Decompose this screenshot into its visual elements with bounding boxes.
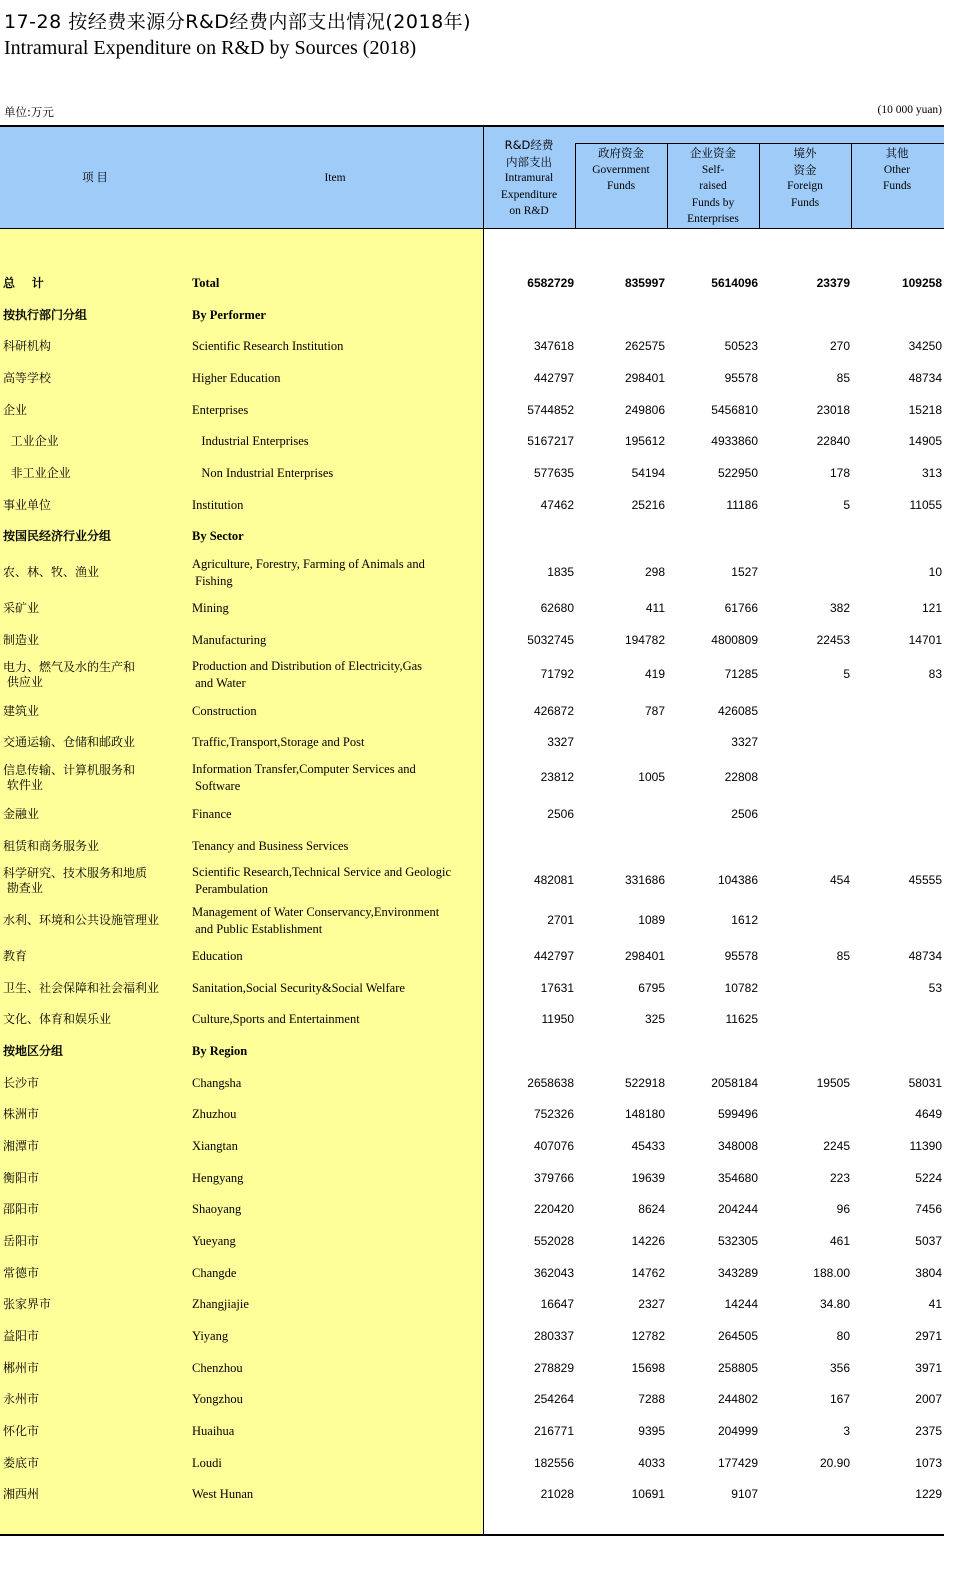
value-cell: 835997 xyxy=(624,276,665,290)
row-label-chinese: 文化、体育和娱乐业 xyxy=(3,1012,112,1026)
value-cell: 482081 xyxy=(533,873,574,887)
value-cell: 4649 xyxy=(915,1107,942,1121)
value-cell: 23812 xyxy=(540,770,574,784)
value-cell: 80 xyxy=(836,1329,850,1343)
value-cell: 752326 xyxy=(533,1107,574,1121)
value-cell: 178 xyxy=(829,466,850,480)
value-cell: 11950 xyxy=(541,1012,574,1026)
row-label-chinese: 交通运输、仓储和邮政业 xyxy=(3,735,136,749)
value-cell: 522918 xyxy=(624,1076,665,1090)
value-cell: 61766 xyxy=(724,601,758,615)
value-cell: 95578 xyxy=(724,949,758,963)
row-label-english: By Sector xyxy=(192,529,244,543)
row-label-english: Scientific Research,Technical Service and Geologic Perambulation xyxy=(192,865,452,896)
row-label-chinese: 工业企业 xyxy=(3,434,59,448)
value-cell: 58031 xyxy=(908,1076,942,1090)
value-cell: 204999 xyxy=(717,1424,758,1438)
column-divider xyxy=(667,143,668,229)
value-cell: 8624 xyxy=(638,1202,665,1216)
header-line: on R&D xyxy=(509,205,549,217)
value-cell: 244802 xyxy=(717,1392,758,1406)
value-cell: 7456 xyxy=(915,1202,942,1216)
value-cell: 23379 xyxy=(816,276,850,290)
row-label-english: Finance xyxy=(192,807,232,821)
row-label-chinese: 制造业 xyxy=(3,633,40,647)
value-cell: 5 xyxy=(843,667,850,681)
value-cell: 7288 xyxy=(638,1392,665,1406)
row-label-english: Zhangjiajie xyxy=(192,1297,249,1311)
row-label-english: Yongzhou xyxy=(192,1392,243,1406)
value-cell: 787 xyxy=(644,704,665,718)
value-cell: 194782 xyxy=(624,633,665,647)
value-cell: 298 xyxy=(644,565,665,579)
value-cell: 426872 xyxy=(533,704,574,718)
value-cell: 5744852 xyxy=(527,403,574,417)
row-label-english: Changsha xyxy=(192,1076,242,1090)
value-cell: 12782 xyxy=(631,1329,665,1343)
row-label-english: Chenzhou xyxy=(192,1361,243,1375)
value-cell: 1835 xyxy=(547,565,574,579)
row-label-chinese: 湘潭市 xyxy=(3,1139,40,1153)
value-cell: 442797 xyxy=(533,371,574,385)
row-label-english: Mining xyxy=(192,601,229,615)
value-cell: 379766 xyxy=(533,1171,574,1185)
header-line: Enterprises xyxy=(687,213,739,225)
value-cell: 1612 xyxy=(731,913,758,927)
value-cell: 14762 xyxy=(631,1266,665,1280)
value-cell: 262575 xyxy=(624,339,665,353)
row-label-chinese: 总 计 xyxy=(3,276,44,290)
value-cell: 14244 xyxy=(724,1297,758,1311)
row-label-chinese: 郴州市 xyxy=(3,1361,40,1375)
value-cell: 2971 xyxy=(915,1329,942,1343)
value-cell: 21028 xyxy=(540,1487,574,1501)
value-cell: 3327 xyxy=(731,735,758,749)
row-label-english: Non Industrial Enterprises xyxy=(192,466,334,480)
value-cell: 343289 xyxy=(717,1266,758,1280)
row-label-chinese: 按国民经济行业分组 xyxy=(3,529,112,543)
table-bottom-border xyxy=(0,1534,944,1536)
value-cell: 19639 xyxy=(631,1171,665,1185)
header-self-raised-funds xyxy=(668,145,758,228)
value-cell: 6795 xyxy=(638,981,665,995)
value-cell: 2058184 xyxy=(711,1076,758,1090)
row-label-chinese: 岳阳市 xyxy=(3,1234,40,1248)
header-item-chinese: 项 目 xyxy=(82,172,108,184)
value-cell: 3804 xyxy=(915,1266,942,1280)
value-cell: 14226 xyxy=(631,1234,665,1248)
value-cell: 6582729 xyxy=(527,276,574,290)
value-cell: 85 xyxy=(836,949,850,963)
value-cell: 10782 xyxy=(724,981,758,995)
row-label-chinese: 怀化市 xyxy=(3,1424,40,1438)
value-cell: 45433 xyxy=(631,1139,665,1153)
column-divider xyxy=(851,143,852,229)
value-cell: 15698 xyxy=(631,1361,665,1375)
row-label-chinese: 信息传输、计算机服务和 软件业 xyxy=(3,763,136,792)
value-cell: 313 xyxy=(921,466,942,480)
header-line: Funds xyxy=(882,180,912,192)
header-line: Foreign xyxy=(787,180,823,192)
row-label-chinese: 农、林、牧、渔业 xyxy=(3,565,100,579)
row-label-chinese: 建筑业 xyxy=(3,704,40,718)
row-label-chinese: 长沙市 xyxy=(3,1076,40,1090)
header-line: Self- xyxy=(701,163,725,176)
row-label-chinese: 株洲市 xyxy=(3,1107,40,1121)
value-cell: 258805 xyxy=(717,1361,758,1375)
row-label-chinese: 按地区分组 xyxy=(3,1044,64,1058)
row-label-chinese: 张家界市 xyxy=(3,1297,52,1311)
row-label-english: Culture,Sports and Entertainment xyxy=(192,1012,360,1026)
value-cell: 280337 xyxy=(533,1329,574,1343)
unit-label-english: (10 000 yuan) xyxy=(877,104,942,116)
unit-label-chinese: 单位:万元 xyxy=(4,105,54,119)
header-line: 政府资金 xyxy=(598,146,644,160)
row-label-english: Yueyang xyxy=(192,1234,236,1248)
row-label-english: By Performer xyxy=(192,308,266,322)
row-label-english: Yiyang xyxy=(192,1329,229,1343)
column-divider xyxy=(759,143,760,229)
row-label-chinese: 卫生、社会保障和社会福利业 xyxy=(3,981,160,995)
value-cell: 5 xyxy=(843,498,850,512)
value-cell: 419 xyxy=(644,667,665,681)
value-cell: 2375 xyxy=(915,1424,942,1438)
row-label-chinese: 按执行部门分组 xyxy=(3,308,88,322)
value-cell: 2701 xyxy=(547,913,574,927)
value-cell: 411 xyxy=(645,601,665,615)
value-cell: 23018 xyxy=(816,403,850,417)
value-cell: 3 xyxy=(843,1424,850,1438)
value-cell: 5614096 xyxy=(711,276,758,290)
row-label-chinese: 企业 xyxy=(3,403,28,417)
row-label-english: Management of Water Conservancy,Environment and Public Establishment xyxy=(192,905,440,936)
value-cell: 25216 xyxy=(631,498,665,512)
value-cell: 71285 xyxy=(724,667,758,681)
data-table xyxy=(0,125,944,1535)
value-cell: 220420 xyxy=(533,1202,574,1216)
value-cell: 54194 xyxy=(631,466,665,480)
row-label-english: Total xyxy=(192,276,220,290)
value-cell: 195612 xyxy=(624,434,665,448)
row-label-english: Shaoyang xyxy=(192,1202,242,1216)
value-cell: 5456810 xyxy=(711,403,758,417)
row-label-english: By Region xyxy=(192,1044,248,1058)
value-cell: 48734 xyxy=(908,949,942,963)
value-cell: 2245 xyxy=(823,1139,850,1153)
value-cell: 14701 xyxy=(908,633,942,647)
header-line: Other xyxy=(883,163,911,176)
value-cell: 11390 xyxy=(909,1139,942,1153)
value-cell: 5224 xyxy=(915,1171,942,1185)
row-label-chinese: 非工业企业 xyxy=(3,466,71,480)
value-cell: 270 xyxy=(829,339,850,353)
value-cell: 4933860 xyxy=(711,434,758,448)
row-label-english: Hengyang xyxy=(192,1171,244,1185)
value-cell: 11186 xyxy=(726,498,758,512)
row-label-english: Education xyxy=(192,949,243,963)
column-divider xyxy=(483,125,484,1535)
row-label-english: Enterprises xyxy=(192,403,249,417)
row-label-english: Tenancy and Business Services xyxy=(192,839,349,853)
row-label-chinese: 科学研究、技术服务和地质 勘查业 xyxy=(3,866,148,895)
value-cell: 442797 xyxy=(533,949,574,963)
value-cell: 177429 xyxy=(717,1456,758,1470)
value-cell: 83 xyxy=(928,667,942,681)
row-label-english: Information Transfer,Computer Services and Software xyxy=(192,762,416,793)
value-cell: 223 xyxy=(829,1171,850,1185)
value-cell: 22453 xyxy=(816,633,850,647)
value-cell: 34.80 xyxy=(819,1297,850,1311)
value-cell: 11055 xyxy=(909,498,942,512)
row-label-english: Agriculture, Forestry, Farming of Animals and Fishing xyxy=(192,557,425,588)
value-cell: 9395 xyxy=(638,1424,665,1438)
value-cell: 9107 xyxy=(731,1487,758,1501)
row-label-english: Scientific Research Institution xyxy=(192,339,344,353)
value-cell: 109258 xyxy=(901,276,942,290)
row-label-chinese: 衡阳市 xyxy=(3,1171,40,1185)
row-label-english: Manufacturing xyxy=(192,633,267,647)
row-label-chinese: 电力、燃气及水的生产和 供应业 xyxy=(3,660,136,689)
value-cell: 15218 xyxy=(908,403,942,417)
value-cell: 95578 xyxy=(724,371,758,385)
value-cell: 354680 xyxy=(717,1171,758,1185)
row-label-english: Loudi xyxy=(192,1456,222,1470)
row-label-chinese: 水利、环境和公共设施管理业 xyxy=(3,913,160,927)
value-cell: 426085 xyxy=(717,704,758,718)
header-line: Funds xyxy=(790,196,820,209)
header-line: Expenditure xyxy=(500,188,558,201)
header-line: Government xyxy=(592,163,650,176)
value-cell: 16647 xyxy=(540,1297,574,1311)
value-cell: 298401 xyxy=(624,949,665,963)
value-cell: 47462 xyxy=(540,498,574,512)
value-cell: 1005 xyxy=(638,770,665,784)
value-cell: 104386 xyxy=(717,873,758,887)
value-cell: 14905 xyxy=(908,434,942,448)
value-cell: 454 xyxy=(829,873,850,887)
value-cell: 356 xyxy=(829,1361,850,1375)
value-cell: 5032745 xyxy=(527,633,574,647)
value-cell: 3971 xyxy=(915,1361,942,1375)
row-label-chinese: 高等学校 xyxy=(3,371,52,385)
header-foreign-funds xyxy=(760,145,850,211)
value-cell: 22808 xyxy=(724,770,758,784)
value-cell: 71792 xyxy=(540,667,574,681)
value-cell: 96 xyxy=(836,1202,850,1216)
row-label-english: Huaihua xyxy=(192,1424,235,1438)
value-cell: 182556 xyxy=(533,1456,574,1470)
row-label-chinese: 常德市 xyxy=(3,1266,40,1280)
value-cell: 10 xyxy=(928,565,942,579)
value-cell: 53 xyxy=(928,981,942,995)
header-item-english: Item xyxy=(324,172,346,184)
header-line: 资金 xyxy=(793,162,817,177)
value-cell: 62680 xyxy=(540,601,574,615)
header-line: Funds xyxy=(606,180,636,192)
value-cell: 4033 xyxy=(638,1456,665,1470)
value-cell: 216771 xyxy=(533,1424,574,1438)
value-cell: 19505 xyxy=(816,1076,850,1090)
row-label-chinese: 采矿业 xyxy=(3,601,40,615)
row-label-english: Industrial Enterprises xyxy=(192,434,309,448)
row-label-chinese: 湘西州 xyxy=(3,1487,40,1501)
value-cell: 34250 xyxy=(908,339,942,353)
value-cell: 188.00 xyxy=(813,1266,850,1280)
value-cell: 5167217 xyxy=(527,434,574,448)
row-label-english: Sanitation,Social Security&Social Welfare xyxy=(192,981,405,995)
header-other-funds xyxy=(852,145,942,195)
value-cell: 41 xyxy=(928,1297,942,1311)
header-government-funds xyxy=(576,145,666,195)
row-label-english: Production and Distribution of Electricity,Gas and Water xyxy=(192,659,423,690)
row-label-chinese: 租赁和商务服务业 xyxy=(3,839,100,853)
value-cell: 278829 xyxy=(533,1361,574,1375)
row-label-chinese: 事业单位 xyxy=(3,498,52,512)
value-cell: 3327 xyxy=(547,735,574,749)
header-line: 境外 xyxy=(793,146,817,160)
value-cell: 20.90 xyxy=(819,1456,850,1470)
header-line: raised xyxy=(699,180,727,192)
row-label-english: Changde xyxy=(192,1266,237,1280)
row-label-chinese: 教育 xyxy=(3,949,28,963)
header-line: Funds by xyxy=(691,196,735,209)
row-label-english: Traffic,Transport,Storage and Post xyxy=(192,735,365,749)
value-cell: 522950 xyxy=(717,466,758,480)
row-label-english: West Hunan xyxy=(192,1487,254,1501)
value-cell: 121 xyxy=(921,601,942,615)
header-rd-expenditure xyxy=(484,137,574,220)
row-label-english: Zhuzhou xyxy=(192,1107,237,1121)
value-cell: 249806 xyxy=(624,403,665,417)
value-cell: 10691 xyxy=(631,1487,665,1501)
value-cell: 1527 xyxy=(731,565,758,579)
row-label-chinese: 邵阳市 xyxy=(3,1202,40,1216)
row-label-chinese: 益阳市 xyxy=(3,1329,40,1343)
value-cell: 325 xyxy=(644,1012,665,1026)
row-label-english: Xiangtan xyxy=(192,1139,238,1153)
row-label-chinese: 永州市 xyxy=(3,1392,40,1406)
row-label-chinese: 科研机构 xyxy=(3,339,52,353)
header-line: 其他 xyxy=(885,146,909,160)
header-subline xyxy=(575,143,944,144)
value-cell: 85 xyxy=(836,371,850,385)
header-line: Intramural xyxy=(504,172,554,184)
value-cell: 348008 xyxy=(717,1139,758,1153)
value-cell: 45555 xyxy=(908,873,942,887)
column-divider xyxy=(575,143,576,229)
value-cell: 254264 xyxy=(533,1392,574,1406)
row-label-english: Construction xyxy=(192,704,257,718)
header-line: R&D经费 xyxy=(504,138,554,152)
value-cell: 17631 xyxy=(540,981,574,995)
table-title-chinese: 17-28 按经费来源分R&D经费内部支出情况(2018年) xyxy=(4,11,472,33)
value-cell: 382 xyxy=(829,601,850,615)
value-cell: 48734 xyxy=(908,371,942,385)
value-cell: 577635 xyxy=(533,466,574,480)
value-cell: 552028 xyxy=(533,1234,574,1248)
row-label-english: Institution xyxy=(192,498,244,512)
value-cell: 1089 xyxy=(638,913,665,927)
row-label-chinese: 娄底市 xyxy=(3,1456,40,1470)
value-cell: 407076 xyxy=(533,1139,574,1153)
value-cell: 2506 xyxy=(731,807,758,821)
value-cell: 2506 xyxy=(547,807,574,821)
value-cell: 167 xyxy=(829,1392,850,1406)
value-cell: 264505 xyxy=(717,1329,758,1343)
value-cell: 347618 xyxy=(533,339,574,353)
table-title-english: Intramural Expenditure on R&D by Sources (2018) xyxy=(4,37,417,59)
header-line: 企业资金 xyxy=(690,146,736,160)
value-cell: 532305 xyxy=(717,1234,758,1248)
row-label-chinese: 金融业 xyxy=(3,807,40,821)
value-cell: 5037 xyxy=(915,1234,942,1248)
value-cell: 461 xyxy=(829,1234,850,1248)
value-cell: 2007 xyxy=(915,1392,942,1406)
value-cell: 11625 xyxy=(725,1012,758,1026)
value-cell: 1073 xyxy=(915,1456,942,1470)
value-cell: 2327 xyxy=(638,1297,665,1311)
value-cell: 331686 xyxy=(624,873,665,887)
value-cell: 362043 xyxy=(533,1266,574,1280)
value-cell: 204244 xyxy=(717,1202,758,1216)
value-cell: 298401 xyxy=(624,371,665,385)
row-label-english: Higher Education xyxy=(192,371,281,385)
value-cell: 22840 xyxy=(816,434,850,448)
value-cell: 50523 xyxy=(724,339,758,353)
header-line: 内部支出 xyxy=(506,154,552,169)
value-cell: 148180 xyxy=(624,1107,665,1121)
value-cell: 599496 xyxy=(717,1107,758,1121)
value-cell: 2658638 xyxy=(527,1076,574,1090)
value-cell: 1229 xyxy=(915,1487,942,1501)
value-cell: 4800809 xyxy=(711,633,758,647)
